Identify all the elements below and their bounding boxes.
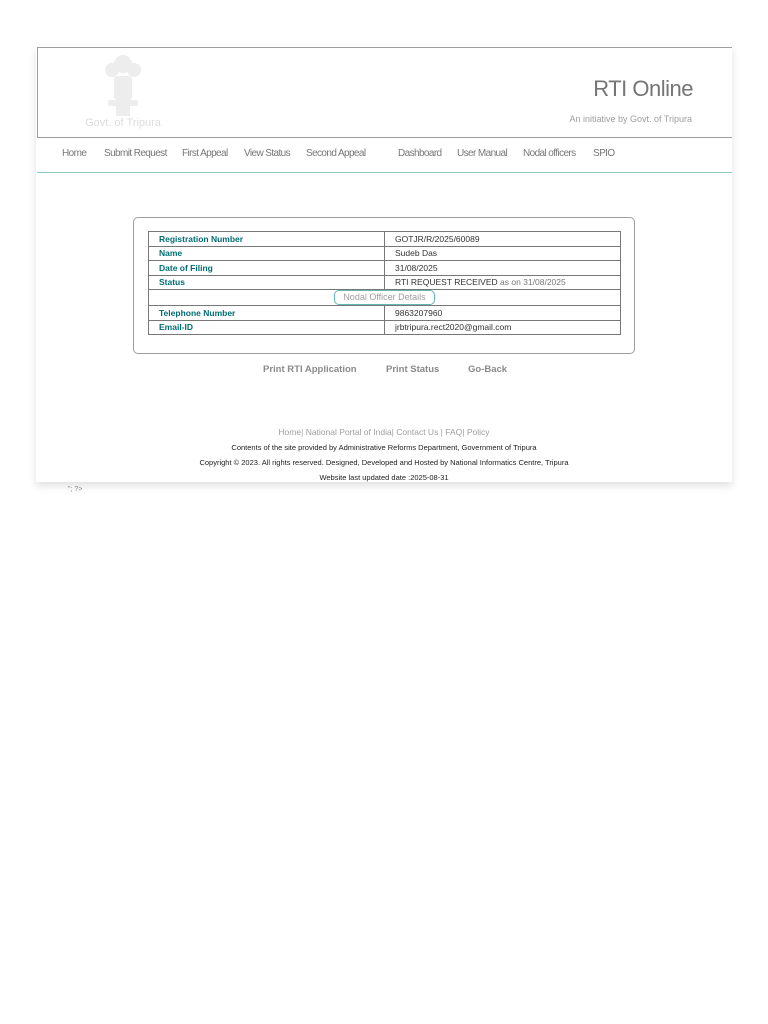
email-value: jrbtripura.rect2020@gmail.com [385, 320, 621, 335]
name-value: Sudeb Das [385, 246, 621, 261]
nav-view-status[interactable]: View Status [244, 148, 291, 159]
nav-second-appeal[interactable]: Second Appeal [306, 148, 366, 159]
telephone-value: 9863207960 [385, 306, 621, 321]
emblem-label: Govt. of Tripura [85, 117, 161, 129]
footer-contents-text: Contents of the site provided by Administrative Reforms Department, Government of Tripura [231, 443, 537, 452]
nav-submit-request[interactable]: Submit Request [104, 148, 167, 159]
nav-dashboard[interactable]: Dashboard [398, 148, 442, 159]
name-label: Name [149, 246, 385, 261]
site-subtitle: An initiative by Govt. of Tripura [569, 114, 692, 124]
main-nav [37, 138, 732, 173]
footer-links [0, 427, 768, 437]
status-date: as on 31/08/2025 [500, 277, 566, 288]
status-details-table [148, 231, 621, 335]
status-label: Status [149, 275, 385, 290]
table-row [149, 306, 621, 321]
print-status-button[interactable]: Print Status [386, 364, 440, 375]
nav-home[interactable]: Home [62, 148, 87, 159]
print-rti-application-button[interactable]: Print RTI Application [263, 364, 357, 375]
footer-home-link[interactable]: Home| [278, 427, 304, 437]
footer-updated-text: Website last updated date :2025-08-31 [319, 473, 449, 482]
registration-number-value: GOTJR/R/2025/60089 [385, 232, 621, 247]
nodal-header-cell [149, 290, 621, 306]
nav-nodal-officers[interactable]: Nodal officers [523, 148, 576, 159]
nav-first-appeal[interactable]: First Appeal [182, 148, 228, 159]
footer-contact-link[interactable]: Contact Us | [396, 427, 443, 437]
nodal-officer-details-heading: Nodal Officer Details [334, 290, 434, 305]
table-row [149, 290, 621, 306]
table-row [149, 320, 621, 335]
stray-code-text: "; ?> [68, 486, 83, 493]
registration-number-label: Registration Number [149, 232, 385, 247]
status-value: RTI REQUEST RECEIVED [395, 277, 498, 288]
telephone-label: Telephone Number [149, 306, 385, 321]
nav-spio[interactable]: SPIO [593, 148, 615, 159]
footer-copyright-text: Copyright © 2023. All rights reserved. Designed, Developed and Hosted by National Informatics Centre, Tripura [199, 458, 569, 467]
footer-faq-link[interactable]: FAQ| [445, 427, 465, 437]
email-label: Email-ID [149, 320, 385, 335]
nav-user-manual[interactable]: User Manual [457, 148, 508, 159]
go-back-button[interactable]: Go-Back [468, 364, 508, 375]
footer-policy-link[interactable]: Policy [466, 427, 490, 437]
status-cell [385, 275, 621, 290]
date-of-filing-label: Date of Filing [149, 261, 385, 276]
table-row [149, 246, 621, 261]
date-of-filing-value: 31/08/2025 [385, 261, 621, 276]
site-title: RTI Online [593, 76, 693, 101]
table-row [149, 232, 621, 247]
footer-national-portal-link[interactable]: National Portal of India| [305, 427, 394, 437]
table-row [149, 275, 621, 290]
table-row [149, 261, 621, 276]
